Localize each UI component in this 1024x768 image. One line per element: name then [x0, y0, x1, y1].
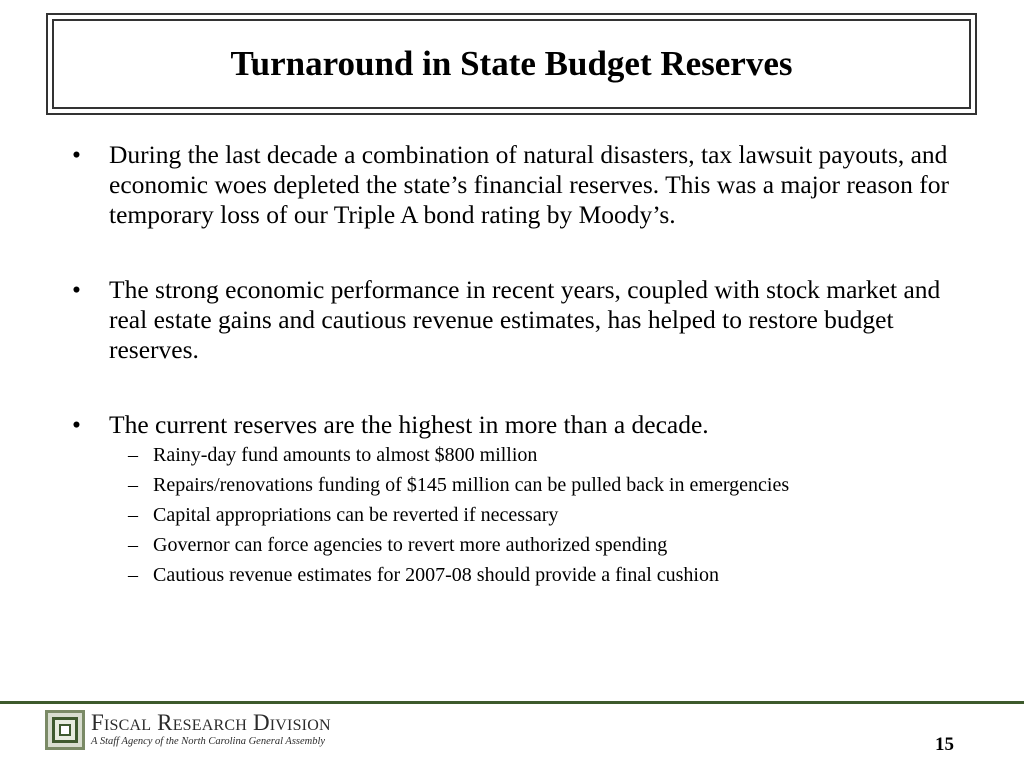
bullet-item [0, 410, 1024, 440]
bullet-mark: • [72, 410, 81, 439]
title-frame [46, 13, 977, 115]
bullet-item [0, 140, 1024, 230]
logo-core-square [59, 724, 71, 736]
sub-bullet-text: Capital appropriations can be reverted if necessary [153, 504, 559, 526]
slide-content [0, 140, 1024, 587]
sub-bullet-mark: – [128, 444, 138, 466]
sub-bullet-mark: – [128, 534, 138, 556]
org-name: Fiscal Research Division [91, 710, 331, 735]
sub-bullet-item [0, 503, 1024, 527]
slide-title: Turnaround in State Budget Reserves [230, 44, 793, 83]
bullet-text: The current reserves are the highest in more than a decade. [109, 410, 709, 439]
sub-bullet-item [0, 443, 1024, 467]
org-subtitle: A Staff Agency of the North Carolina General Assembly [91, 736, 326, 747]
bullet-item [0, 275, 1024, 365]
bullet-mark: • [72, 140, 81, 169]
page-number: 15 [935, 734, 954, 755]
sub-bullet-text: Governor can force agencies to revert more authorized spending [153, 534, 668, 556]
sub-bullet-text: Cautious revenue estimates for 2007-08 should provide a final cushion [153, 564, 719, 586]
sub-bullet-mark: – [128, 504, 138, 526]
sub-bullet-mark: – [128, 564, 138, 586]
bullet-text: During the last decade a combination of natural disasters, tax lawsuit payouts, and economic woes depleted the state’s financial reserves. This was a major reason for temporary loss of our Triple A bond rating by Moody’s. [109, 140, 950, 229]
sub-bullet-item [0, 473, 1024, 497]
sub-bullet-item [0, 563, 1024, 587]
logo-inner-square [52, 717, 78, 743]
bullet-mark: • [72, 275, 81, 304]
footer-divider [0, 701, 1024, 704]
sub-bullet-item [0, 533, 1024, 557]
sub-bullet-text: Repairs/renovations funding of $145 million can be pulled back in emergencies [153, 474, 790, 496]
sub-bullet-text: Rainy-day fund amounts to almost $800 million [153, 444, 538, 466]
fiscal-research-logo-icon [45, 710, 85, 750]
bullet-text: The strong economic performance in recent years, coupled with stock market and real estate gains and cautious revenue estimates, has helped to restore budget reserves. [109, 275, 941, 364]
sub-bullet-mark: – [128, 474, 138, 496]
